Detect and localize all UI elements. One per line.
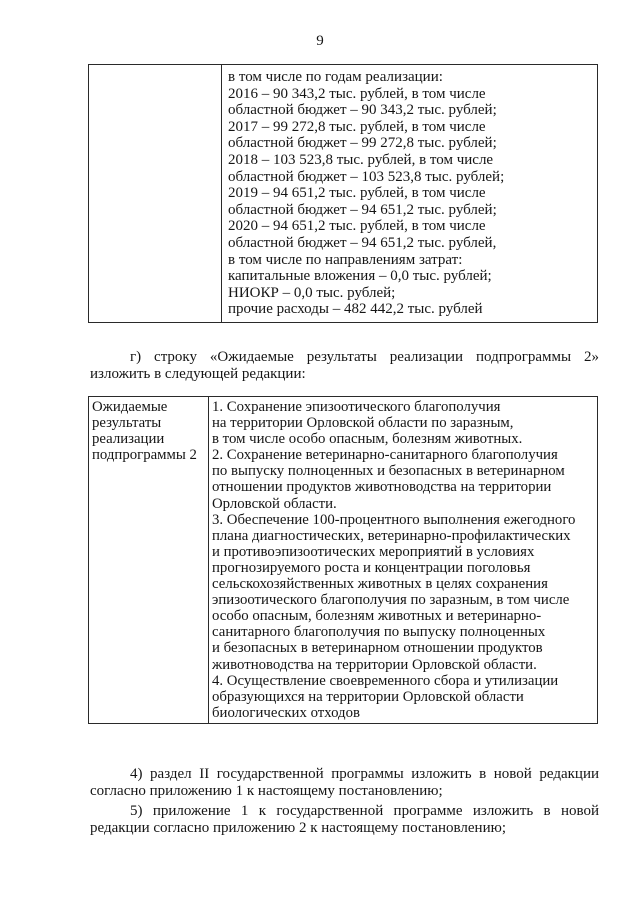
results-line: 1. Сохранение эпизоотического благополучия — [212, 399, 501, 415]
results-label-line: реализации — [92, 431, 165, 448]
paragraph-g-line: г) строку «Ожидаемые результаты реализации подпрограммы 2» — [130, 349, 599, 365]
results-line: санитарного благополучия по выпуску полноценных — [212, 624, 546, 641]
results-line: биологических отходов — [212, 704, 360, 721]
financing-line: 2020 – 94 651,2 тыс. рублей, в том числе — [228, 218, 486, 235]
results-line: образующихся на территории Орловской области — [212, 688, 524, 705]
results-label-cell — [89, 397, 209, 724]
paragraph-g — [90, 349, 599, 382]
page-number: 9 — [316, 33, 324, 49]
financing-line: 2018 – 103 523,8 тыс. рублей, в том числе — [228, 151, 494, 168]
financing-line: областной бюджет – 94 651,2 тыс. рублей, — [228, 234, 497, 251]
financing-table — [88, 64, 598, 323]
results-line: по выпуску полноценных и безопасных в ветеринарном — [212, 463, 565, 480]
results-line: отношении продуктов животноводства на территории — [212, 479, 552, 496]
results-line: в том числе особо опасным, болезням животных. — [212, 431, 523, 448]
financing-label-cell — [89, 65, 222, 323]
results-label-line: Ожидаемые — [92, 399, 168, 415]
results-line: и противоэпизоотических мероприятий в условиях — [212, 543, 535, 560]
financing-value-cell — [222, 65, 598, 323]
results-line: на территории Орловской области по заразным, — [212, 415, 514, 432]
financing-line: в том числе по направлениям затрат: — [228, 251, 463, 268]
paragraph-5-line: 5) приложение 1 к государственной программе изложить в новой — [130, 803, 599, 819]
results-line: 2. Сохранение ветеринарно-санитарного благополучия — [212, 447, 558, 464]
financing-line: областной бюджет – 99 272,8 тыс. рублей; — [228, 135, 497, 152]
expected-results-table — [88, 396, 598, 724]
paragraph-g-line: изложить в следующей редакции: — [90, 365, 306, 382]
results-line: 4. Осуществление своевременного сбора и утилизации — [212, 672, 559, 689]
paragraph-5-line: редакции согласно приложению 2 к настоящему постановлению; — [90, 820, 506, 836]
results-line: особо опасным, болезням животных и ветеринарно- — [212, 608, 542, 625]
financing-line: НИОКР – 0,0 тыс. рублей; — [228, 284, 396, 301]
results-line: эпизоотического благополучия по заразным, в том числе — [212, 592, 570, 609]
financing-line: областной бюджет – 103 523,8 тыс. рублей; — [228, 168, 505, 185]
results-label-line: подпрограммы 2 — [92, 447, 197, 464]
results-label-line: результаты — [92, 415, 162, 432]
results-line: животноводства на территории Орловской области. — [212, 656, 537, 673]
financing-line: областной бюджет – 94 651,2 тыс. рублей; — [228, 201, 497, 218]
paragraph-5 — [90, 803, 599, 837]
results-line: Орловской области. — [212, 495, 337, 512]
financing-line: прочие расходы – 482 442,2 тыс. рублей — [228, 301, 483, 318]
financing-line: капитальные вложения – 0,0 тыс. рублей; — [228, 268, 492, 285]
table-row — [89, 397, 598, 724]
results-line: 3. Обеспечение 100-процентного выполнения ежегодного — [212, 511, 576, 528]
paragraph-4-line: 4) раздел II государственной программы изложить в новой редакции — [130, 766, 599, 782]
financing-line: 2019 – 94 651,2 тыс. рублей, в том числе — [228, 185, 486, 202]
results-line: плана диагностических, ветеринарно-профилактических — [212, 527, 571, 544]
paragraph-4 — [90, 766, 599, 800]
results-content-cell — [209, 397, 598, 724]
results-line: и безопасных в ветеринарном отношении продуктов — [212, 640, 543, 657]
results-line: сельскохозяйственных животных в целях сохранения — [212, 576, 548, 593]
financing-line: в том числе по годам реализации: — [228, 69, 443, 85]
financing-line: 2016 – 90 343,2 тыс. рублей, в том числе — [228, 85, 486, 102]
paragraph-4-line: согласно приложению 1 к настоящему постановлению; — [90, 783, 443, 799]
results-line: прогнозируемого роста и концентрации поголовья — [212, 559, 531, 576]
financing-line: областной бюджет – 90 343,2 тыс. рублей; — [228, 102, 497, 119]
table-row — [89, 65, 598, 323]
financing-line: 2017 – 99 272,8 тыс. рублей, в том числе — [228, 118, 486, 135]
